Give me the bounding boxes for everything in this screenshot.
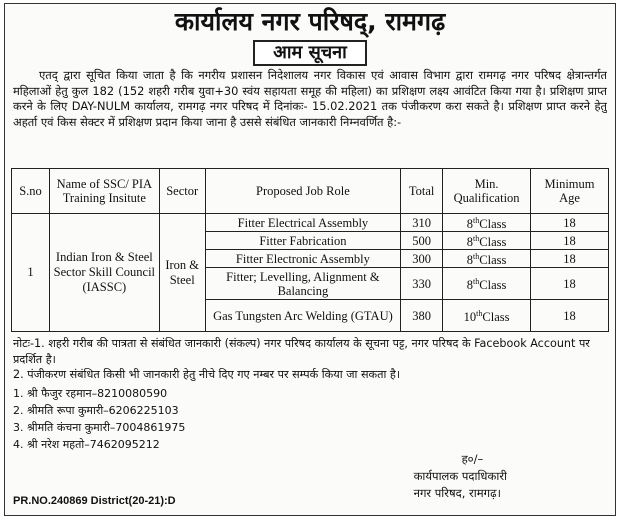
cell-role: Fitter; Levelling, Alignment & Balancing <box>205 268 400 300</box>
header-sno: S.no <box>12 169 50 214</box>
qual-num: 10 <box>463 310 477 325</box>
notice-subtitle: आम सूचना <box>253 40 367 66</box>
notice-document <box>4 3 616 516</box>
qual-sup: th <box>473 277 480 287</box>
header-pia: Name of SSC/ PIA Training Insitute <box>49 169 159 214</box>
cell-qual <box>443 214 531 232</box>
contact-item: 3. श्रीमति कंचना कुमारी–7004861975 <box>13 420 186 434</box>
notes-section <box>13 336 607 383</box>
cell-role: Fitter Fabrication <box>205 232 400 250</box>
signatory-designation: कार्यपालक पदाधिकारी <box>413 469 507 483</box>
qual-sup: th <box>473 252 480 262</box>
cell-sector: Iron & Steel <box>159 214 205 332</box>
header-total: Total <box>401 169 443 214</box>
qual-num: 8 <box>466 235 474 250</box>
qual-text: Class <box>479 253 507 268</box>
contact-item: 4. श्री नरेश महतो–7462095212 <box>13 437 160 451</box>
cell-age: 18 <box>531 214 609 232</box>
table-row <box>12 214 609 232</box>
cell-qual <box>443 232 531 250</box>
cell-total: 380 <box>401 300 443 332</box>
cell-age: 18 <box>531 300 609 332</box>
training-table <box>11 168 609 332</box>
cell-role: Gas Tungsten Arc Welding (GTAU) <box>205 300 400 332</box>
signature-block <box>414 451 507 502</box>
qual-text: Class <box>479 235 507 250</box>
qual-num: 8 <box>466 278 474 293</box>
qual-sup: th <box>473 216 480 225</box>
cell-role: Fitter Electronic Assembly <box>205 250 400 268</box>
cell-pia: Indian Iron & Steel Sector Skill Council (IASSC) <box>49 214 159 332</box>
cell-total: 330 <box>401 268 443 300</box>
cell-age: 18 <box>531 250 609 268</box>
cell-role: Fitter Electrical Assembly <box>205 214 400 232</box>
header-qual: Min. Qualification <box>443 169 531 214</box>
cell-sno: 1 <box>12 214 50 332</box>
pr-number: PR.NO.240869 District(20-21):D <box>13 495 176 507</box>
table-header-row <box>12 169 609 214</box>
cell-age: 18 <box>531 268 609 300</box>
cell-age: 18 <box>531 232 609 250</box>
qual-text: Class <box>479 217 507 232</box>
qual-num: 8 <box>466 217 474 232</box>
qual-text: Class <box>482 310 510 325</box>
cell-total: 500 <box>401 232 443 250</box>
qual-sup: th <box>476 309 483 319</box>
contact-list <box>13 385 607 453</box>
qual-sup: th <box>473 234 480 244</box>
subtitle-wrap <box>5 40 615 66</box>
notice-title: कार्यालय नगर परिषद्, रामगढ़ <box>174 7 446 36</box>
note-2: 2. पंजीकरण संबंधित किसी भी जानकारी हेतु नीचे दिए गए नम्बर पर सम्पर्क किया जा सकता है। <box>13 368 401 382</box>
signature-mark: ह०/– <box>461 452 484 466</box>
signatory-office: नगर परिषद, रामगढ़। <box>413 486 501 500</box>
header-age: Minimum Age <box>531 169 609 214</box>
header-sector: Sector <box>159 169 205 214</box>
contact-item: 1. श्री फैजुर रहमान–8210080590 <box>13 386 168 400</box>
header-role: Proposed Job Role <box>205 169 400 214</box>
cell-total: 300 <box>401 250 443 268</box>
qual-num: 8 <box>466 253 474 268</box>
cell-qual <box>443 250 531 268</box>
cell-qual <box>443 300 531 332</box>
note-1: नोटः-1. शहरी गरीब की पात्रता से संबंधित जानकारी (संकल्प) नगर परिषद कार्यालय के सूचना पट्ट, नगर परिषद के Facebook Account पर प्रदर्शित है। <box>13 337 590 366</box>
qual-text: Class <box>479 278 507 293</box>
cell-total: 310 <box>401 214 443 232</box>
contact-item: 2. श्रीमति रूपा कुमारी–6206225103 <box>13 403 179 417</box>
intro-paragraph: एतद् द्वारा सूचित किया जाता है कि नगरीय प्रशासन निदेशालय नगर विकास एवं आवास विभाग द्वारा रामगढ़ नगर परिषद क्षेत्रान्तर्गत महिलाओं हेतु कुल 182 (152 शहरी गरीब युवा+30 स्वंय सहायता समूह की महिला) का प्रशिक्षण लक्ष्य आवंटित किया गया है। प्रशिक्षण प्राप्त करने के लिए DAY-NULM कार्यालय, रामगढ़ नगर परिषद में दिनांकः- 15.02.2021 तक पंजीकरण करा सकते है। प्रशिक्षण प्राप्त करने हेतु अहर्ता एवं किस सेक्टर में प्रशिक्षण प्रदान किया जाना है उससे संबंधित जानकारी निम्नवर्णित है:- <box>13 68 607 129</box>
cell-qual <box>443 268 531 300</box>
